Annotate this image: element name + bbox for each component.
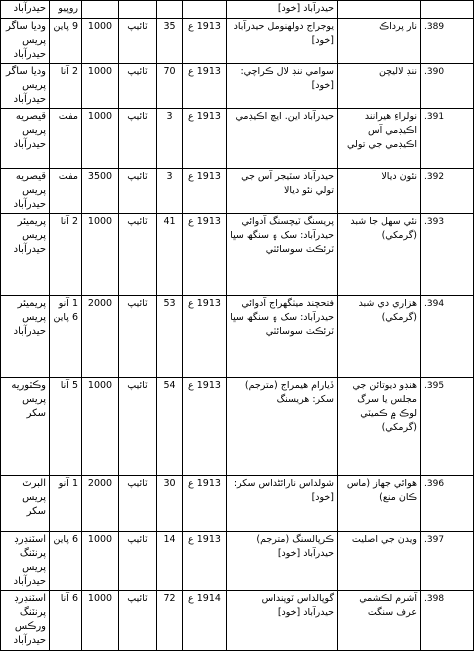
copies-cell: 1000 [82,19,119,64]
price-cell: 6 پاين [50,532,82,591]
date-cell: 1913 ع [183,109,227,169]
number-cell: .396 [421,476,474,532]
table-row [1,296,474,378]
type-cell: ٽائيپ [119,296,157,378]
copies-cell: 2000 [82,476,119,532]
title-cell: نئون ديالا [338,169,421,214]
date-cell: 1913 ع [183,296,227,378]
press-cell: وديا ساگر پريس حيدرآباد [1,64,50,109]
copies-cell: 1000 [82,532,119,591]
title-cell: نئي سهل جا شبد (گرمکي) [338,214,421,296]
date-cell: 1913 ع [183,532,227,591]
author-cell: پريسنگ ٽيچسنگ آدوائي حيدرآباد: سک ۽ سنگھ سڀا ٽرئڪٽ سوسائٽي [227,214,338,296]
table-row [1,169,474,214]
price-cell: 1 آنو [50,476,82,532]
author-cell: گوپالداس ٽوپنداس حيدرآباد [خود] [227,591,338,651]
number-cell: .391 [421,109,474,169]
author-cell: حيدرآباد [خود] [227,1,338,19]
type-cell: ٽائيپ [119,532,157,591]
author-cell: ڏيارام هيمراج (مترجم) سکر: هريسنگ [227,378,338,476]
price-cell: 2 آنا [50,214,82,296]
number-cell: .398 [421,591,474,651]
author-cell: حيدرآباد سٽيجر آس جي تولي نئو ديالا [227,169,338,214]
author-cell: فتحچند ميٺگهراج آدوائي حيدرآباد: سک ۽ سنگھ سڀا ٽرئڪٽ سوسائٽي [227,296,338,378]
date-cell: 1913 ع [183,64,227,109]
copies-cell: 1000 [82,591,119,651]
press-cell: البرٽ پريس سکر [1,476,50,532]
price-cell: مفت [50,169,82,214]
date-cell [183,1,227,19]
number-cell [421,1,474,19]
date-cell: 1913 ع [183,19,227,64]
pages-cell [157,1,183,19]
copies-cell: 1000 [82,378,119,476]
pages-cell: 35 [157,19,183,64]
author-cell: ڪرپالسنگ (مترجم) حيدرآباد [خود] [227,532,338,591]
press-cell: وڪٽوريه پريس سکر [1,378,50,476]
copies-cell [82,1,119,19]
number-cell: .394 [421,296,474,378]
price-cell: 1 آنو 6 پاين [50,296,82,378]
price-cell: 5 آنا [50,378,82,476]
number-cell: .395 [421,378,474,476]
table-row [1,476,474,532]
number-cell: .389 [421,19,474,64]
title-cell: هوائي جهاز (ماس ڪان منع) [338,476,421,532]
type-cell: ٽائيپ [119,64,157,109]
pages-cell: 30 [157,476,183,532]
title-cell: آشرم لڪشمي عرف سنگت [338,591,421,651]
title-cell: نولراءِ هيرانند اڪيڊمي آس اڪيڊمي جي تولي [338,109,421,169]
table-row [1,64,474,109]
type-cell: ٽائيپ [119,591,157,651]
press-cell: پريميئر پريس حيدرآباد [1,214,50,296]
title-cell: هنڊو ديوتائن جي مجلس يا سرگ لوڪ ۾ ڪميٽي (گرمکي) [338,378,421,476]
date-cell: 1913 ع [183,378,227,476]
press-cell: قيصريه پريس حيدرآباد [1,169,50,214]
author-cell: شولداس نارائڻداس سکر: [خود] [227,476,338,532]
date-cell: 1913 ع [183,476,227,532]
number-cell: .393 [421,214,474,296]
title-cell: نار پرداڪ [338,19,421,64]
pages-cell: 14 [157,532,183,591]
pages-cell: 70 [157,64,183,109]
copies-cell: 1000 [82,109,119,169]
price-cell: 6 آنا [50,591,82,651]
table-row [1,214,474,296]
press-cell: اسٽنڊرڊ پرنٽنگ ورڪس حيدرآباد [1,591,50,651]
price-cell: 2 آنا [50,64,82,109]
press-cell: پريميئر پريس حيدرآباد [1,296,50,378]
date-cell: 1914 ع [183,591,227,651]
author-cell: يوجراج دولهنومل حيدرآباد [خود] [227,19,338,64]
title-cell: ننڊ لاليچن [338,64,421,109]
pages-cell: 41 [157,214,183,296]
number-cell: .390 [421,64,474,109]
table-row-header-continuation [1,1,474,19]
press-cell: وديا ساگر پريس حيدرآباد [1,19,50,64]
pages-cell: 3 [157,109,183,169]
price-cell: 9 پاين [50,19,82,64]
type-cell: ٽائيپ [119,169,157,214]
type-cell: ٽائيپ [119,214,157,296]
pages-cell: 72 [157,591,183,651]
title-cell [338,1,421,19]
table-row [1,109,474,169]
copies-cell: 1000 [82,214,119,296]
press-cell: قيصريه پريس حيدرآباد [1,109,50,169]
author-cell: سوامي ننڊ لال ڪراچي: [خود] [227,64,338,109]
press-cell: اسٽنڊرڊ پرنٽنگ پريس حيدرآباد [1,532,50,591]
table-row [1,532,474,591]
copies-cell: 1000 [82,64,119,109]
table-row [1,378,474,476]
price-cell: مفت [50,109,82,169]
number-cell: .392 [421,169,474,214]
title-cell: ويدن جي اصليت [338,532,421,591]
copies-cell: 3500 [82,169,119,214]
type-cell: ٽائيپ [119,109,157,169]
copies-cell: 2000 [82,296,119,378]
type-cell: ٽائيپ [119,378,157,476]
press-cell: حيدرآباد [1,1,50,19]
author-cell: حيدرآباد اين. ايچ اڪيڊمي [227,109,338,169]
date-cell: 1913 ع [183,169,227,214]
table-row [1,19,474,64]
pages-cell: 54 [157,378,183,476]
pages-cell: 53 [157,296,183,378]
title-cell: هزاري دي شبد (گرمکي) [338,296,421,378]
type-cell [119,1,157,19]
number-cell: .397 [421,532,474,591]
table-row [1,591,474,651]
date-cell: 1913 ع [183,214,227,296]
pages-cell: 3 [157,169,183,214]
price-cell: روپيو [50,1,82,19]
type-cell: ٽائيپ [119,19,157,64]
type-cell: ٽائيپ [119,476,157,532]
